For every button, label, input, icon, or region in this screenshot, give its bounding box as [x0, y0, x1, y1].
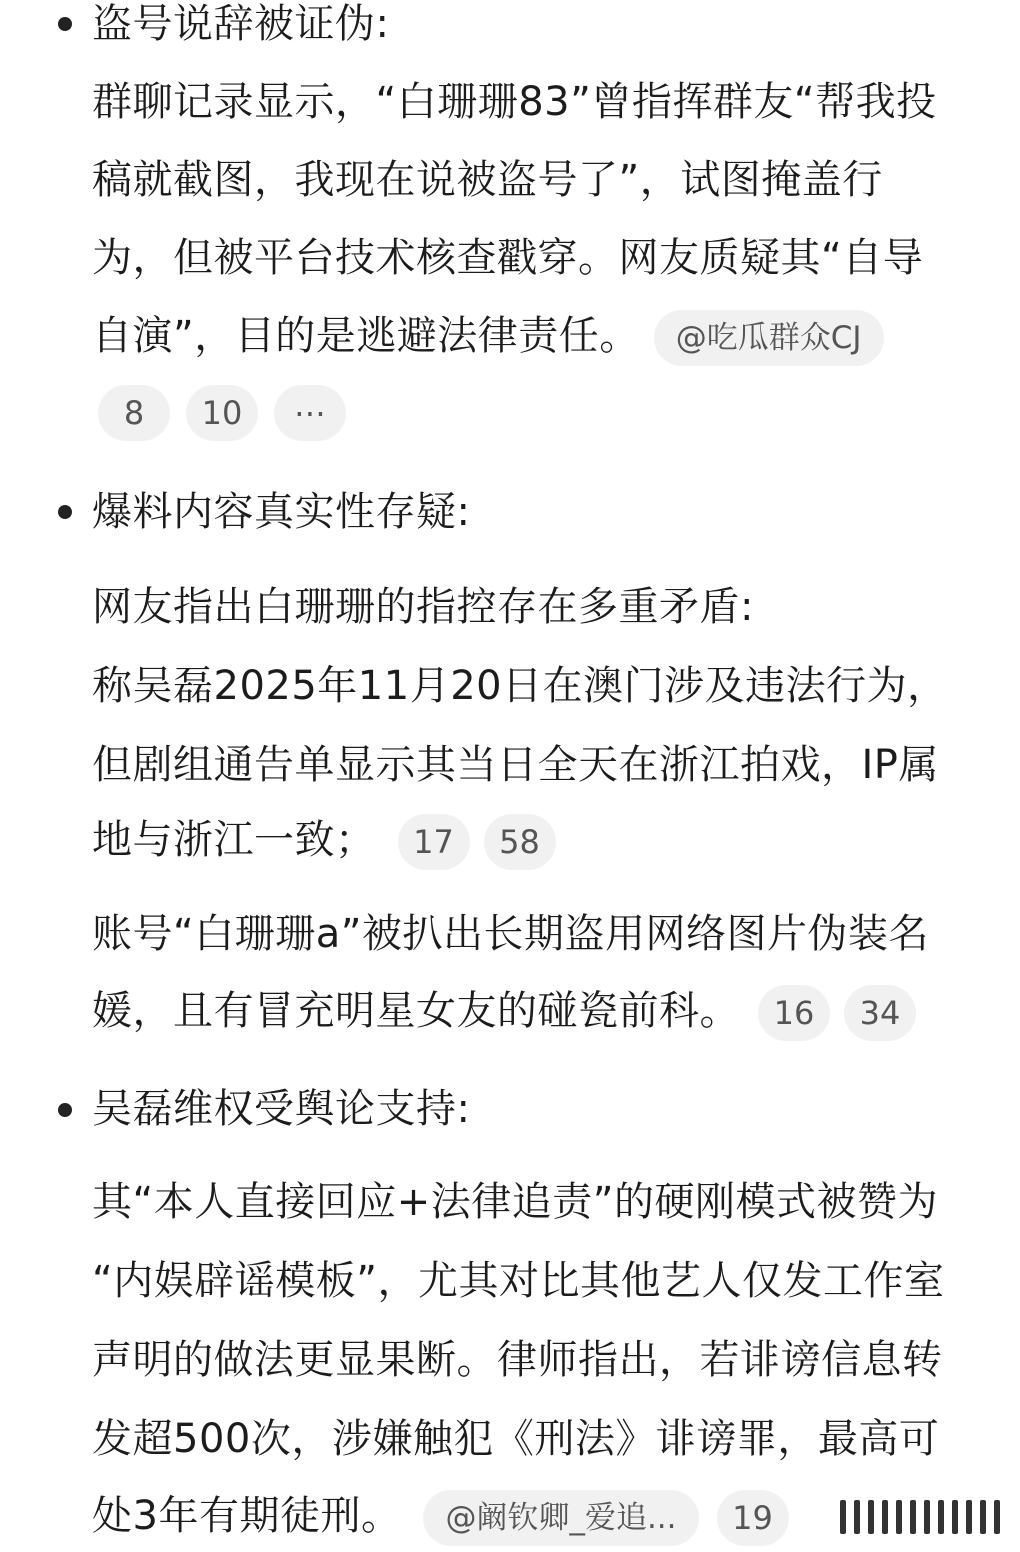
text-selection-handles[interactable]: [840, 1500, 1020, 1540]
selection-handle-icon[interactable]: [896, 1500, 902, 1534]
paragraph-line: 群聊记录显示，“白珊珊83”曾指挥群友“帮我投: [92, 79, 937, 125]
paragraph-line: 发超500次，涉嫌触犯《刑法》诽谤罪，最高可: [92, 1416, 940, 1462]
paragraph-line: 媛，且有冒充明星女友的碰瓷前科。: [92, 988, 740, 1034]
source-tag[interactable]: @吃瓜群众CJ: [654, 310, 884, 366]
paragraph-line: 账号“白珊珊a”被扒出长期盗用网络图片伪装名: [92, 911, 929, 957]
selection-handle-icon[interactable]: [854, 1500, 860, 1534]
selection-handle-icon[interactable]: [938, 1500, 944, 1534]
selection-handle-icon[interactable]: [924, 1500, 930, 1534]
selection-handle-icon[interactable]: [994, 1500, 1000, 1534]
selection-handle-icon[interactable]: [840, 1500, 846, 1534]
reference-chip[interactable]: 17: [398, 814, 470, 870]
paragraph-line: 但剧组通告单显示其当日全天在浙江拍戏，IP属: [92, 742, 939, 788]
bullet-dot: [58, 1103, 72, 1117]
reference-chip[interactable]: 34: [844, 985, 916, 1041]
selection-handle-icon[interactable]: [980, 1500, 986, 1534]
bullet-dot: [58, 17, 72, 31]
section-heading: 吴磊维权受舆论支持:: [92, 1086, 471, 1132]
paragraph-line-with-refs: [92, 983, 916, 1041]
paragraph-line: 声明的做法更显果断。律师指出，若诽谤信息转: [92, 1337, 943, 1383]
reference-chip[interactable]: 8: [98, 385, 170, 441]
paragraph-line: 自演”，目的是逃避法律责任。: [92, 313, 640, 359]
reference-row: [98, 385, 362, 441]
paragraph-line: “内娱辟谣模板”，尤其对比其他艺人仅发工作室: [92, 1258, 945, 1304]
paragraph-line: 稿就截图，我现在说被盗号了”，试图掩盖行: [92, 157, 883, 203]
selection-handle-icon[interactable]: [868, 1500, 874, 1534]
selection-handle-icon[interactable]: [966, 1500, 972, 1534]
reference-chip[interactable]: 16: [758, 985, 830, 1041]
paragraph-line: 称吴磊2025年11月20日在澳门涉及违法行为，: [92, 663, 948, 709]
paragraph-line: 其“本人直接回应+法律追责”的硬刚模式被赞为: [92, 1179, 938, 1225]
paragraph-intro: 网友指出白珊珊的指控存在多重矛盾:: [92, 584, 754, 630]
paragraph-line-with-refs: [92, 812, 556, 870]
more-icon[interactable]: ⋯: [274, 385, 346, 441]
reference-chip[interactable]: 19: [717, 1490, 789, 1546]
paragraph-line-with-source: [92, 308, 884, 366]
selection-handle-icon[interactable]: [910, 1500, 916, 1534]
bullet-dot: [58, 505, 72, 519]
paragraph-line: 地与浙江一致；: [92, 817, 376, 863]
paragraph-line-with-source: [92, 1488, 789, 1546]
section-heading: 爆料内容真实性存疑:: [92, 489, 471, 535]
selection-handle-icon[interactable]: [882, 1500, 888, 1534]
paragraph-line: 为，但被平台技术核查戳穿。网友质疑其“自导: [92, 235, 924, 281]
paragraph-line: 处3年有期徒刑。: [92, 1493, 402, 1539]
section-heading: 盗号说辞被证伪:: [92, 1, 390, 47]
reference-chip[interactable]: 10: [186, 385, 258, 441]
selection-handle-icon[interactable]: [952, 1500, 958, 1534]
source-tag[interactable]: @阚钦卿_爱追...: [423, 1490, 698, 1546]
reference-chip[interactable]: 58: [484, 814, 556, 870]
